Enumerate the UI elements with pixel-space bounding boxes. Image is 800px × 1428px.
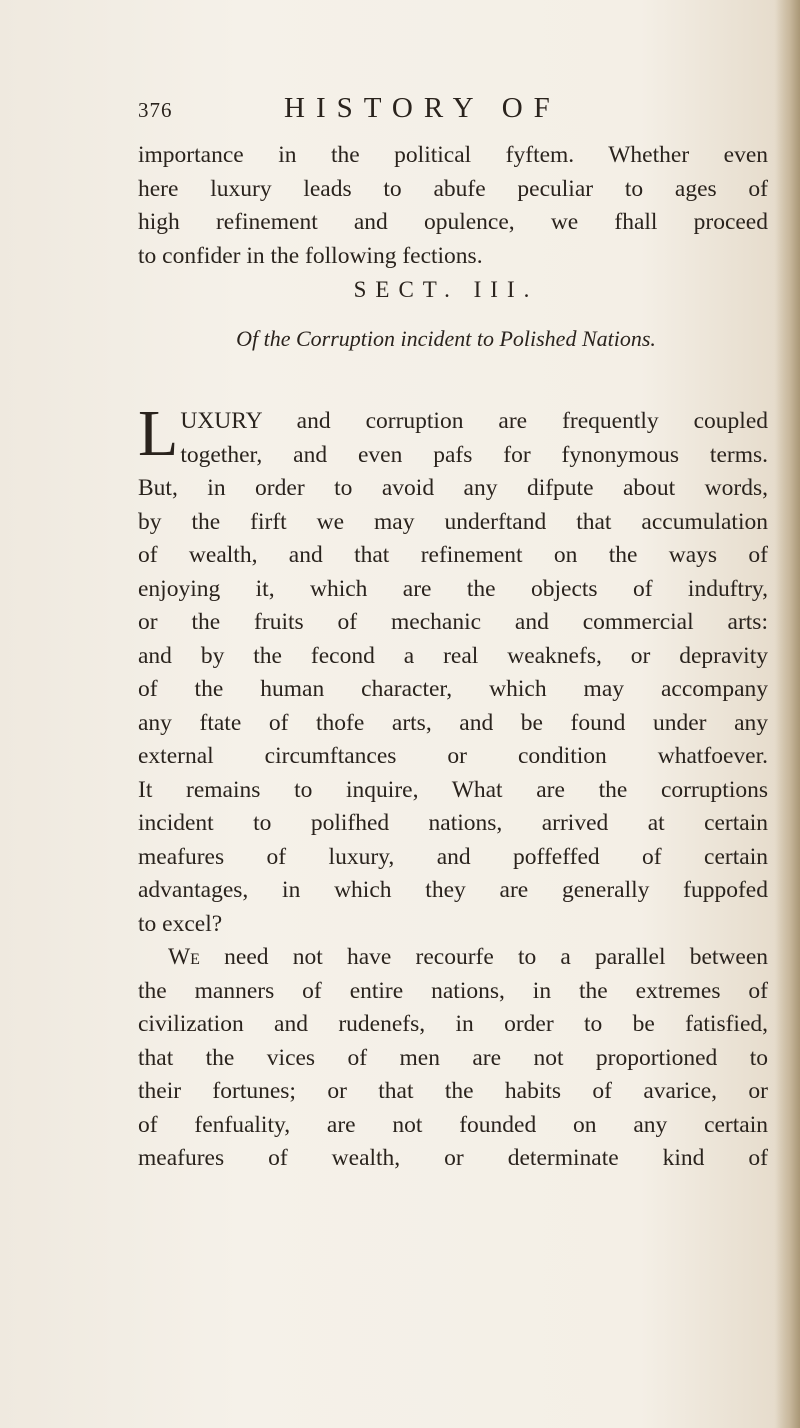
text-line: civilization and rudenefs, in order to be fatisfied,: [138, 1011, 768, 1037]
text-line: incident to polifhed nations, arrived at certain: [138, 810, 768, 836]
text-line: their fortunes; or that the habits of avarice, or: [138, 1078, 768, 1104]
text-line: importance in the political fyftem. Whether even: [138, 142, 768, 168]
paragraph-parallel: [138, 941, 768, 1176]
text-line: advantages, in which they are generally fuppofed: [138, 877, 768, 903]
text-line: any ftate of thofe arts, and be found under any: [138, 709, 768, 736]
text-line: enjoying it, which are the objects of induftry,: [138, 575, 768, 602]
section-subtitle: Of the Corruption incident to Polished Nations.: [236, 326, 656, 351]
text-line: of the human character, which may accompany: [138, 676, 768, 702]
lead-line-rest: need not have recourfe to a parallel between: [224, 944, 768, 970]
page-edge-shadow: [774, 0, 800, 1428]
text-line: and by the fecond a real weaknefs, or depravity: [138, 642, 768, 669]
text-line: to confider in the following fections.: [138, 242, 483, 269]
text-line: external circumftances or condition whatfoever.: [138, 743, 768, 769]
paragraph-luxury: [138, 397, 768, 941]
text-line: [138, 941, 768, 975]
text-line: by the firft we may underftand that accumulation: [138, 508, 768, 535]
page-number: 376: [138, 98, 173, 122]
text-line: that the vices of men are not proportioned to: [138, 1044, 768, 1071]
text-line: high refinement and opulence, we fhall proceed: [138, 209, 768, 235]
text-line: meafures of wealth, or determinate kind of: [138, 1145, 768, 1171]
intro-paragraph: [138, 139, 768, 273]
text-line: the manners of entire nations, in the extremes of: [138, 977, 768, 1004]
lead-word: We: [168, 944, 200, 970]
drop-cap: L: [138, 397, 179, 470]
main-text: [138, 397, 768, 1176]
running-header: [138, 92, 658, 132]
text-line: to excel?: [138, 910, 223, 937]
text-line: of fenfuality, are not founded on any certain: [138, 1111, 768, 1138]
text-line: or the fruits of mechanic and commercial arts:: [138, 609, 768, 635]
text-line: together, and even pafs for fynonymous terms.: [180, 441, 768, 468]
text-line: But, in order to avoid any difpute about words,: [138, 475, 768, 501]
running-title: HISTORY OF: [284, 92, 561, 124]
text-line: of wealth, and that refinement on the ways of: [138, 542, 768, 568]
text-line: It remains to inquire, What are the corruptions: [138, 776, 768, 803]
text-line: UXURY and corruption are frequently coupled: [180, 408, 768, 434]
text-line: meafures of luxury, and poffeffed of certain: [138, 843, 768, 870]
text-line: here luxury leads to abufe peculiar to ages of: [138, 175, 768, 202]
section-heading: SECT. III.: [353, 277, 539, 302]
